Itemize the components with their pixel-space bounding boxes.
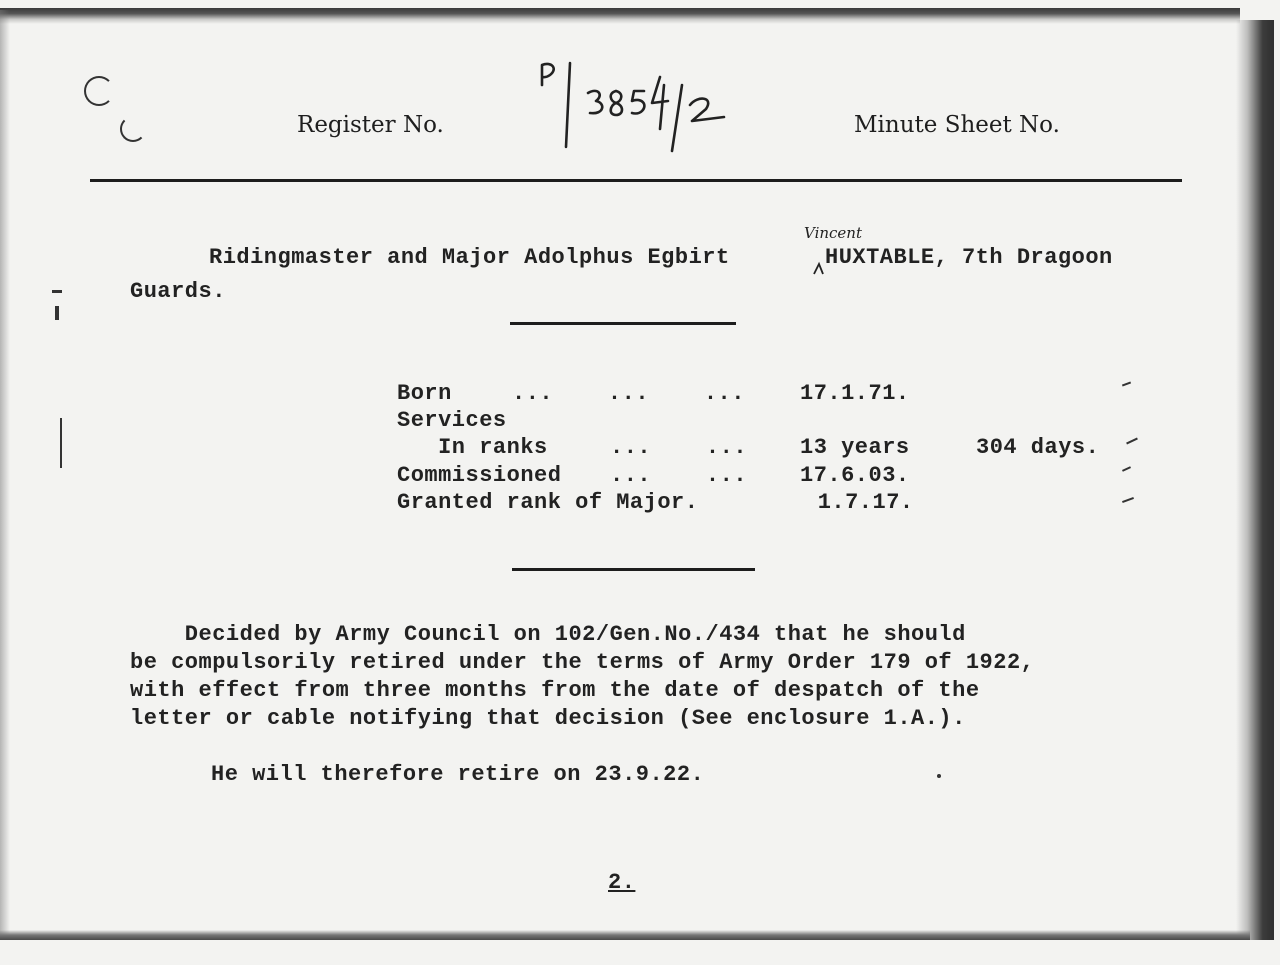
tick-mark: [1126, 438, 1138, 445]
punch-hole-lower: [120, 116, 146, 142]
insertion-caret-icon: [812, 258, 826, 276]
punch-hole-upper: [84, 76, 114, 106]
detail-label-services: Services: [397, 408, 507, 433]
minute-sheet-label: Minute Sheet No.: [854, 112, 1060, 138]
tick-mark: [1122, 497, 1134, 503]
page-number: 2.: [608, 870, 636, 895]
photocopy-edge-top: [0, 8, 1240, 24]
photocopy-edge-bottom: [0, 930, 1250, 940]
subject-divider: [510, 322, 736, 325]
detail-label-in-ranks: In ranks: [397, 435, 548, 460]
subject-line-1a: Ridingmaster and Major Adolphus Egbirt: [209, 245, 730, 270]
margin-mark: [52, 290, 62, 293]
decision-line-4: letter or cable notifying that decision (See enclosure 1.A.).: [130, 706, 966, 731]
detail-dots-born: ... ... ...: [512, 381, 745, 406]
subject-line-2: Guards.: [130, 279, 226, 304]
detail-label-born: Born: [397, 381, 452, 406]
ink-dot: [937, 774, 941, 778]
margin-mark: [60, 418, 62, 468]
handwritten-register-number: [520, 55, 740, 165]
decision-line-3: with effect from three months from the date of despatch of the: [130, 678, 980, 703]
photocopy-edge-right: [1236, 20, 1274, 940]
subject-line-1b: HUXTABLE, 7th Dragoon: [825, 245, 1113, 270]
tick-mark: [1122, 466, 1131, 472]
photocopy-edge-left: [0, 10, 10, 940]
details-divider: [512, 568, 755, 571]
detail-dots-commissioned: ... ...: [610, 463, 748, 488]
register-label: Register No.: [297, 112, 444, 138]
margin-mark: [55, 306, 59, 320]
detail-value-major: 1.7.17.: [804, 490, 914, 515]
decision-line-2: be compulsorily retired under the terms of Army Order 179 of 1922,: [130, 650, 1035, 675]
retire-line: He will therefore retire on 23.9.22.: [211, 762, 705, 787]
detail-value-in-ranks: 13 years: [800, 435, 910, 460]
detail-value-born: 17.1.71.: [800, 381, 910, 406]
detail-dots-in-ranks: ... ...: [610, 435, 748, 460]
detail-value-commissioned: 17.6.03.: [800, 463, 910, 488]
handwritten-insert-name: Vincent: [804, 224, 862, 242]
detail-extra-in-ranks: 304 days.: [976, 435, 1100, 460]
detail-label-major: Granted rank of Major.: [397, 490, 699, 515]
header-rule: [90, 179, 1182, 182]
detail-label-commissioned: Commissioned: [397, 463, 562, 488]
tick-mark: [1122, 382, 1131, 387]
decision-line-1: Decided by Army Council on 102/Gen.No./434 that he should: [130, 622, 966, 647]
